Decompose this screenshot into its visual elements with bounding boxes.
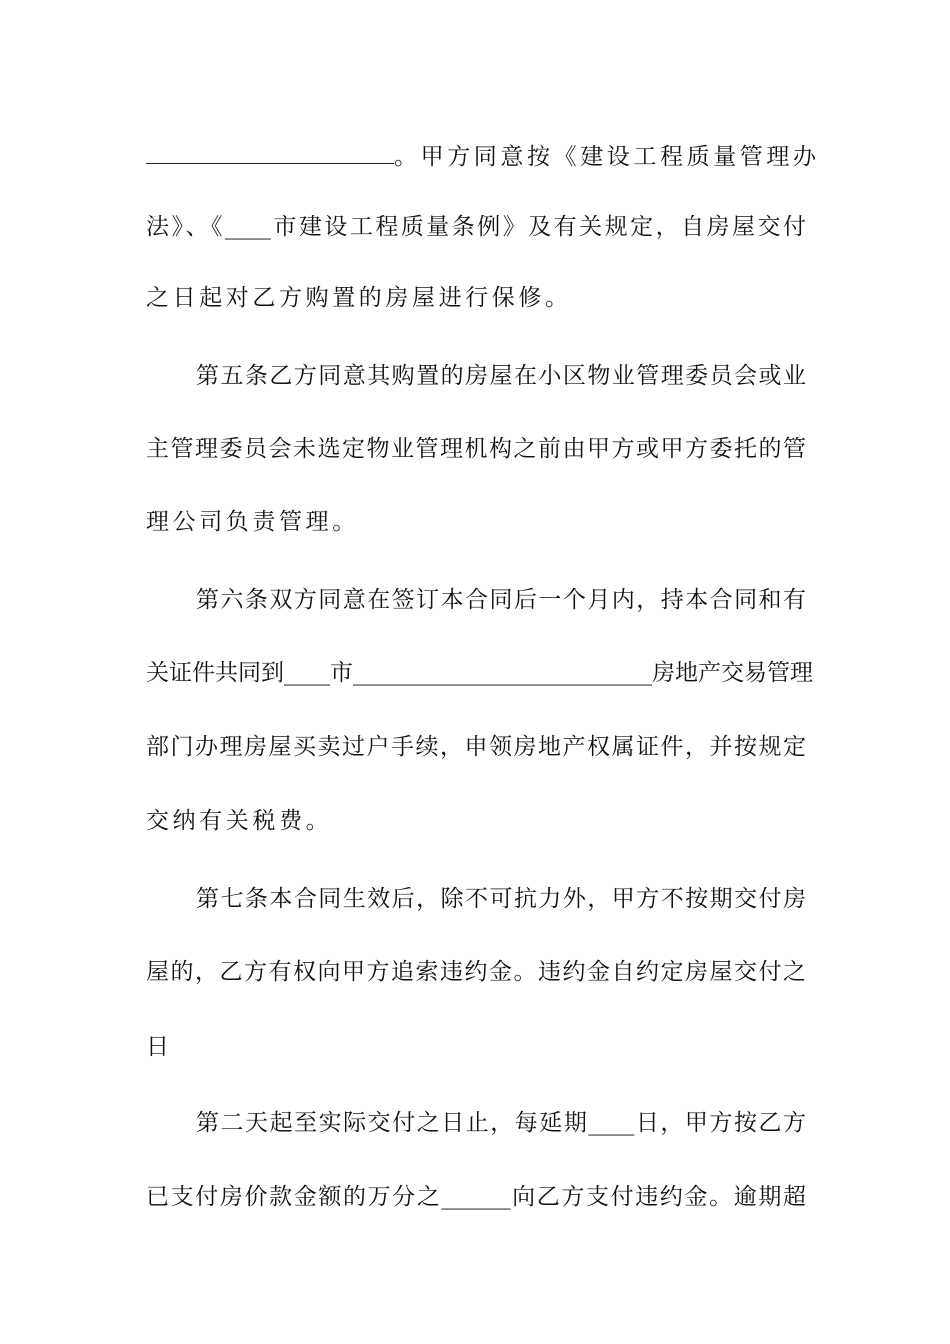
line-text: 。甲方同意按《建设工程质量管理办 [394,144,820,170]
paragraph-line-8: 关证件共同到____市__________________________房地产交易管理 [146,660,813,686]
paragraph-line-1 [146,142,820,172]
paragraph-line-2: 法》、《____市建设工程质量条例》及有关规定，自房屋交付 [146,214,806,240]
paragraph-line-5: 主管理委员会未选定物业管理机构之前由甲方或甲方委托的管 [146,436,806,462]
paragraph-line-3: 之日起对乙方购置的房屋进行保修。 [146,285,572,311]
paragraph-line-14: 第二天起至实际交付之日止，每延期____日，甲方按乙方 [196,1110,806,1136]
paragraph-line-6: 理公司负责管理。 [146,509,359,535]
paragraph-line-9: 部门办理房屋买卖过户手续，申领房地产权属证件，并按规定 [146,734,806,760]
paragraph-line-4: 第五条乙方同意其购置的房屋在小区物业管理委员会或业 [196,363,806,389]
blank-field [146,143,394,164]
paragraph-line-12: 屋的，乙方有权向甲方追索违约金。违约金自约定房屋交付之 [146,959,806,985]
paragraph-line-11: 第七条本合同生效后，除不可抗力外，甲方不按期交付房 [196,886,806,912]
paragraph-line-13: 日 [146,1034,173,1060]
paragraph-line-15: 已支付房价款金额的万分之______向乙方支付违约金。逾期超 [146,1184,806,1210]
paragraph-line-10: 交纳有关税费。 [146,808,333,834]
paragraph-line-7: 第六条双方同意在签订本合同后一个月内，持本合同和有 [196,587,806,613]
